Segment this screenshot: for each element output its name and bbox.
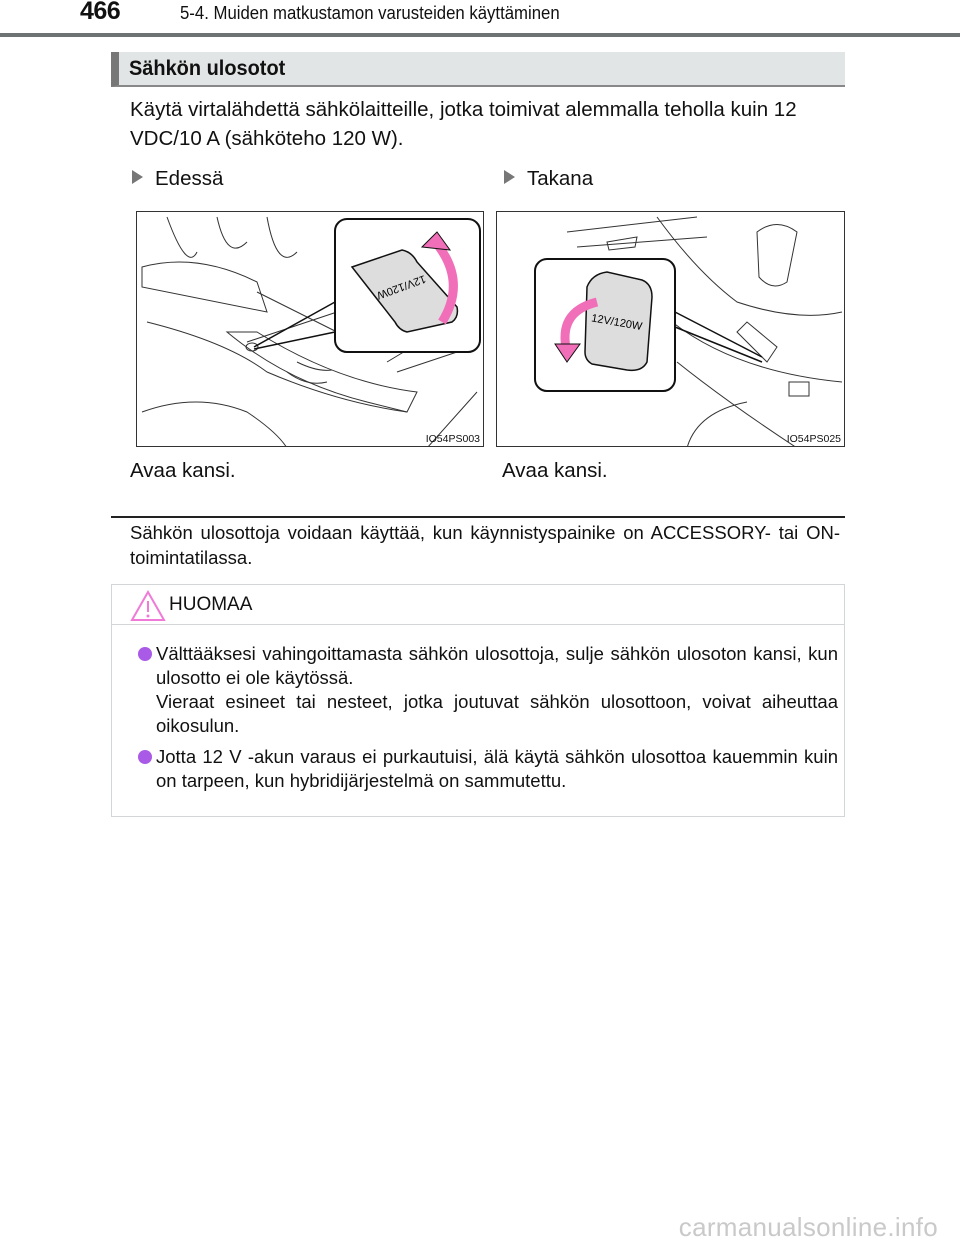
cover-label: 12V/120W	[590, 312, 644, 334]
note-text: Sähkön ulosottoja voidaan käyttää, kun käynnistyspainike on ACCESSORY- tai ON-toimintatilassa.	[130, 522, 840, 568]
figure-caption-rear: Avaa kansi.	[502, 459, 608, 482]
divider	[111, 516, 845, 518]
caution-text: Vieraat esineet tai nesteet, jotka joutuvat sähkön ulosottoon, voivat aiheuttaa oikosulun.	[156, 691, 838, 736]
figure-code: IO54PS025	[786, 433, 841, 445]
watermark: carmanualsonline.info	[678, 1212, 938, 1242]
caution-text: Jotta 12 V -akun varaus ei purkautuisi, älä käytä sähkön ulosottoa kauemmin kuin on tarpeen, kun hybridijärjestelmä on sammutettu.	[156, 746, 838, 791]
bullet-icon	[138, 750, 152, 764]
figure-rear-outlet	[496, 211, 845, 447]
figure-caption-front: Avaa kansi.	[130, 459, 236, 482]
figure-label-front	[132, 167, 223, 191]
rear-console-illustration	[497, 212, 845, 447]
section-title: Sähkön ulosotot	[129, 57, 286, 80]
header-rule	[0, 33, 960, 37]
page-number: 466	[80, 0, 121, 25]
caution-text: Välttääksesi vahingoittamasta sähkön ulosottoja, sulje sähkön ulosoton kansi, kun ulosotto ei ole käytössä.	[156, 643, 838, 688]
triangle-bullet-icon	[132, 170, 143, 184]
caution-item	[138, 745, 838, 793]
label-text: Takana	[527, 167, 594, 190]
chapter-title: 5-4. Muiden matkustamon varusteiden käyttäminen	[180, 3, 560, 23]
cover-label: 12V/120W	[374, 272, 428, 302]
figure-code: IO54PS003	[425, 433, 480, 445]
label-text: Edessä	[155, 167, 224, 190]
triangle-bullet-icon	[504, 170, 515, 184]
caution-header	[112, 585, 844, 625]
bullet-icon	[138, 647, 152, 661]
warning-triangle-icon	[130, 590, 166, 622]
figure-front-outlet	[136, 211, 484, 447]
console-illustration	[137, 212, 484, 447]
caution-title: HUOMAA	[169, 594, 253, 615]
caution-box	[111, 584, 845, 817]
figure-label-rear	[504, 167, 593, 191]
intro-text: Käytä virtalähdettä sähkölaitteille, jotka toimivat alemmalla teholla kuin 12 VDC/10 A (sähköteho 120 W).	[130, 98, 797, 150]
section-header	[111, 52, 845, 87]
caution-item	[138, 642, 838, 738]
